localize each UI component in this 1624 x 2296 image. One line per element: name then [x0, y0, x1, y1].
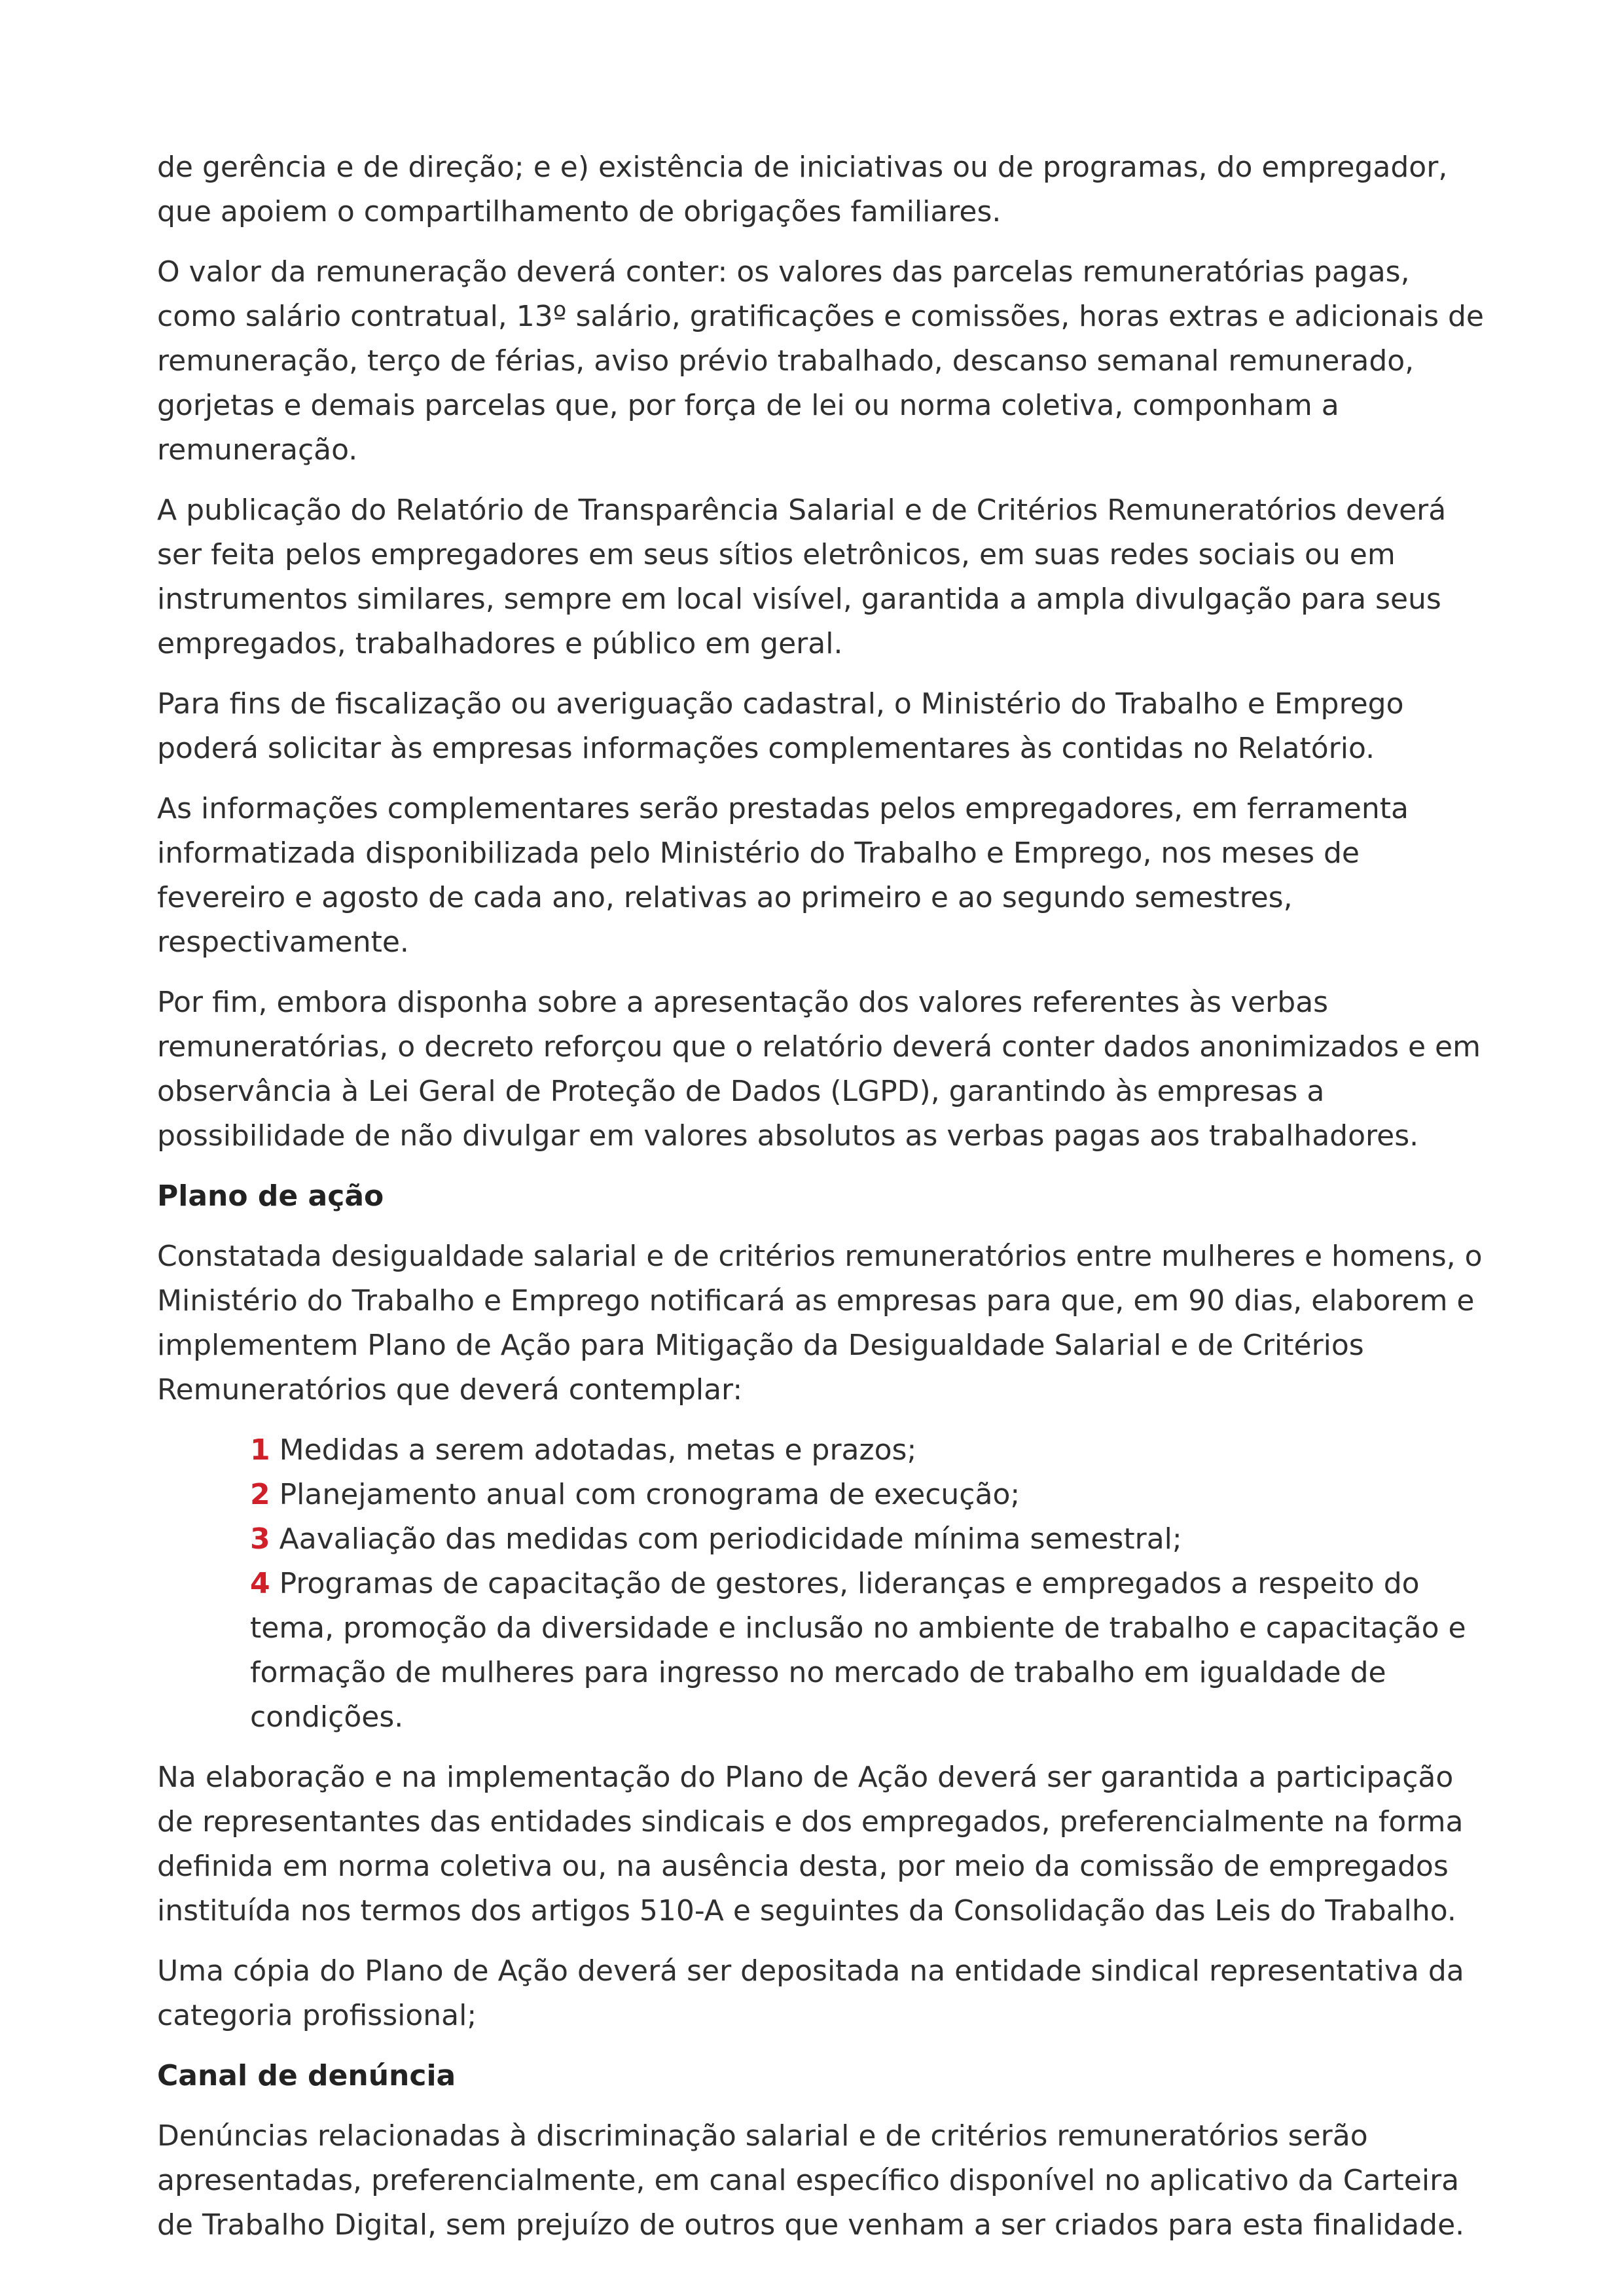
list-item — [250, 1428, 1492, 1473]
list-item-number: 2 — [250, 1478, 270, 1511]
paragraph-informacoes-complementares: As informações complementares serão prestadas pelos empregadores, em ferramenta informatizada disponibilizada pelo Ministério do Trabalho e Emprego, nos meses de fevereiro e agosto de cada ano, relativas ao primeiro e ao segundo semestres, respectivamente. — [157, 792, 1409, 959]
paragraph-copia-plano: Uma cópia do Plano de Ação deverá ser depositada na entidade sindical representativa da categoria profissional; — [157, 1954, 1464, 2032]
paragraph-valor-remuneracao: O valor da remuneração deverá conter: os valores das parcelas remuneratórias pagas, como salário contratual, 13º salário, gratificações e comissões, horas extras e adicionais de remuneração, terço de férias, aviso prévio trabalhado, descanso semanal remunerado, gorjetas e demais parcelas que, por força de lei ou norma coletiva, componham a remuneração. — [157, 255, 1484, 467]
list-item — [250, 1473, 1492, 1517]
list-item — [250, 1517, 1492, 1562]
list-item-text: Medidas a serem adotadas, metas e prazos; — [279, 1433, 917, 1467]
list-item-text: Planejamento anual com cronograma de execução; — [279, 1478, 1020, 1511]
list-item-text: Aavaliação das medidas com periodicidade mínima semestral; — [279, 1522, 1182, 1556]
paragraph-publicacao-relatorio: A publicação do Relatório de Transparência Salarial e de Critérios Remuneratórios deverá ser feita pelos empregadores em seus sítios eletrônicos, em suas redes sociais ou em instrumentos similares, sempre em local visível, garantida a ampla divulgação para seus empregados, trabalhadores e público em geral. — [157, 493, 1447, 660]
paragraph-gerencia: de gerência e de direção; e e) existência de iniciativas ou de programas, do empregador, que apoiem o compartilhamento de obrigações familiares. — [157, 151, 1448, 228]
paragraph-plano-intro: Constatada desigualdade salarial e de critérios remuneratórios entre mulheres e homens, o Ministério do Trabalho e Emprego notificará as empresas para que, em 90 dias, elaborem e implementem Plano de Ação para Mitigação da Desigualdade Salarial e de Critérios Remuneratórios que deverá contemplar: — [157, 1240, 1483, 1407]
paragraph-participacao: Na elaboração e na implementação do Plano de Ação deverá ser garantida a participação de representantes das entidades sindicais e dos empregados, preferencialmente na forma definida em norma coletiva ou, na ausência desta, por meio da comissão de empregados instituída nos termos dos artigos 510-A e seguintes da Consolidação das Leis do Trabalho. — [157, 1761, 1464, 1928]
paragraph-canal-denuncia: Denúncias relacionadas à discriminação salarial e de critérios remuneratórios serão apresentadas, preferencialmente, em canal específico disponível no aplicativo da Carteira de Trabalho Digital, sem prejuízo de outros que venham a ser criados para esta finalidade. — [157, 2119, 1465, 2242]
list-item-number: 1 — [250, 1433, 270, 1467]
plano-items-list — [157, 1428, 1492, 1740]
list-item-number: 4 — [250, 1567, 270, 1600]
heading-canal-de-denuncia: Canal de denúncia — [157, 2059, 456, 2092]
list-item-text: Programas de capacitação de gestores, lideranças e empregados a respeito do tema, promoção da diversidade e inclusão no ambiente de trabalho e capacitação e formação de mulheres para ingresso no mercado de trabalho em igualdade de condições. — [250, 1567, 1466, 1734]
list-item-number: 3 — [250, 1522, 270, 1556]
document-page — [157, 145, 1492, 2263]
list-item — [250, 1562, 1492, 1740]
paragraph-fiscalizacao: Para fins de fiscalização ou averiguação cadastral, o Ministério do Trabalho e Emprego poderá solicitar às empresas informações complementares às contidas no Relatório. — [157, 687, 1404, 765]
heading-plano-de-acao: Plano de ação — [157, 1179, 384, 1213]
paragraph-lgpd: Por fim, embora disponha sobre a apresentação dos valores referentes às verbas remuneratórias, o decreto reforçou que o relatório deverá conter dados anonimizados e em observância à Lei Geral de Proteção de Dados (LGPD), garantindo às empresas a possibilidade de não divulgar em valores absolutos as verbas pagas aos trabalhadores. — [157, 986, 1481, 1153]
